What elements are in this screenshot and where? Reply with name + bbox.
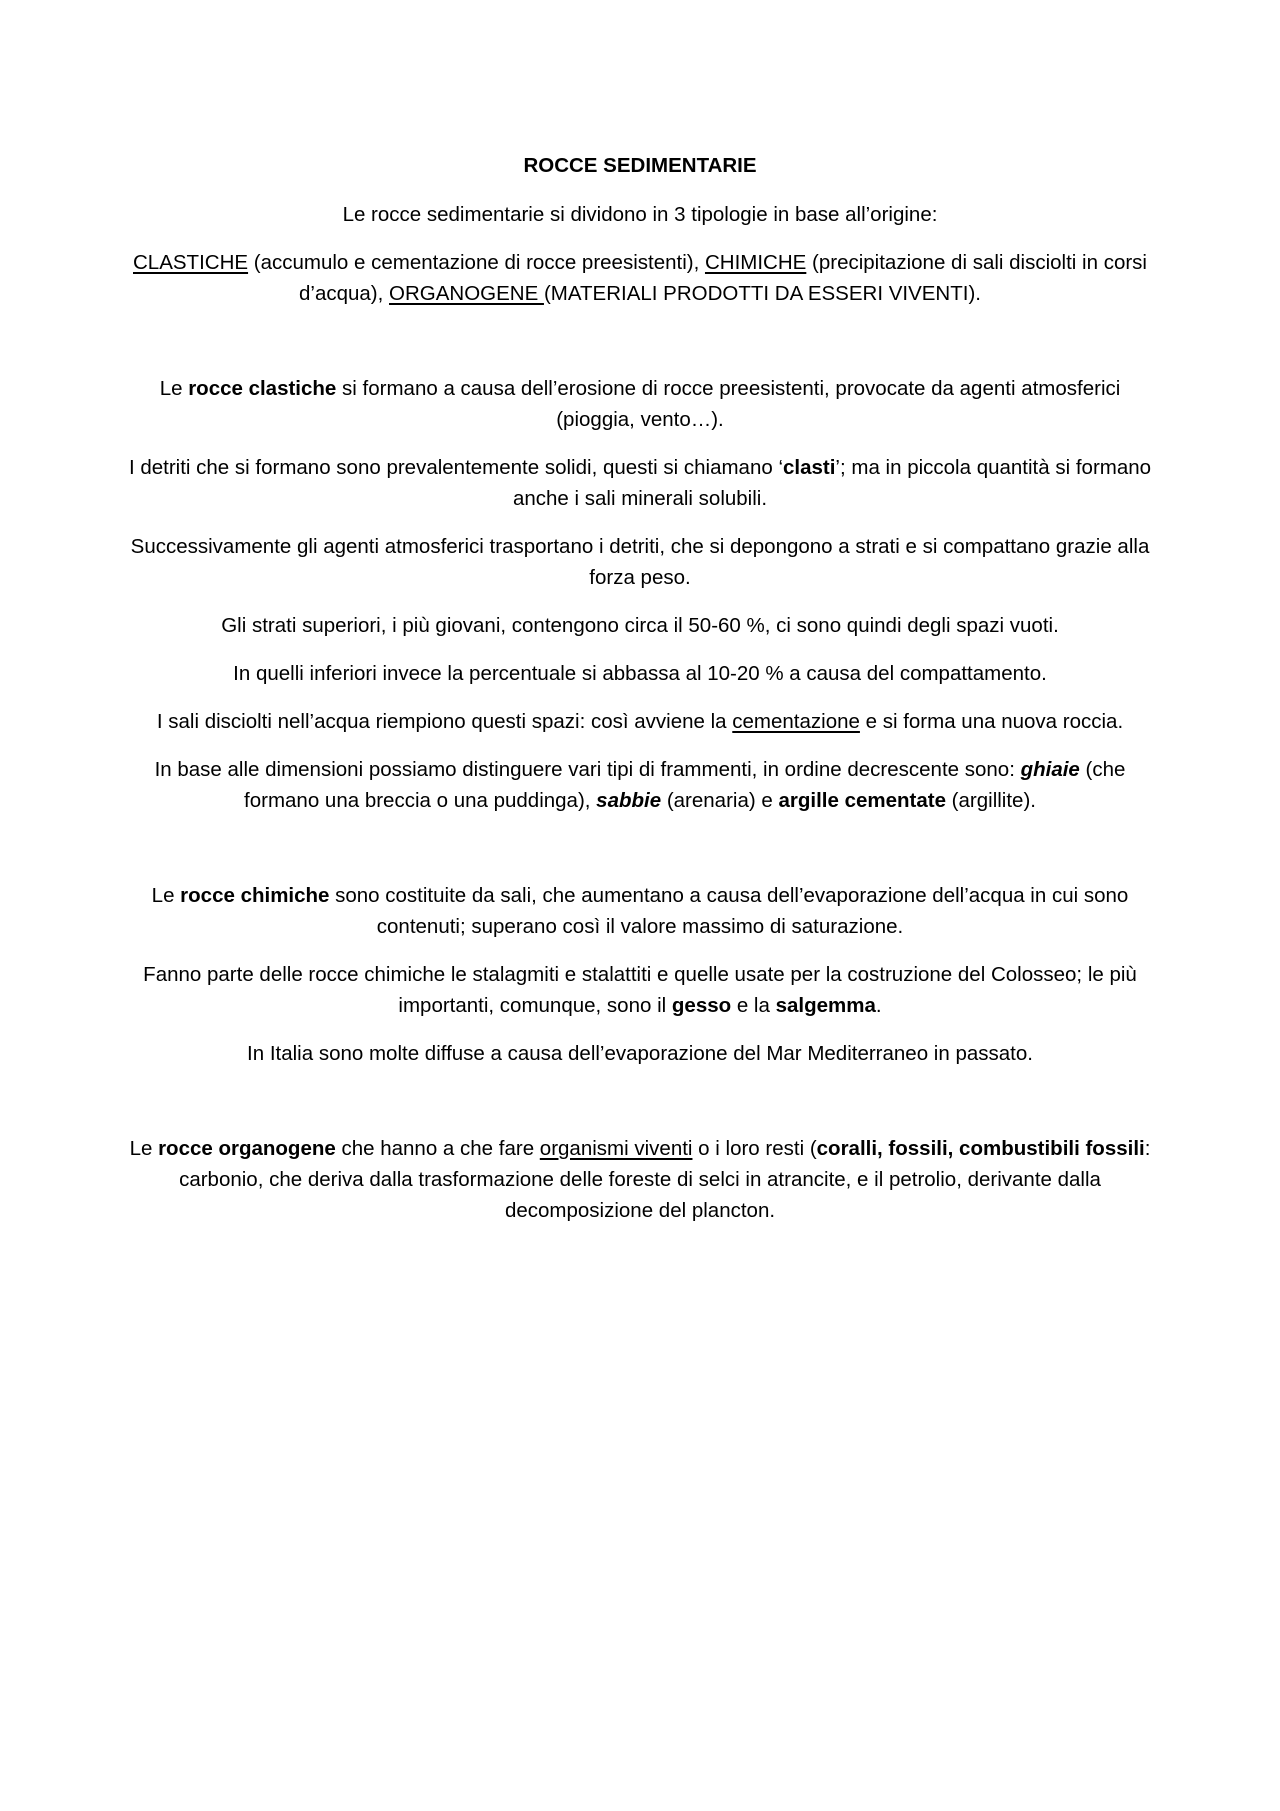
document-page [120, 150, 1160, 1243]
text-run: si formano a causa dell’erosione di rocce preesistenti, provocate da agenti atmosferici (pioggia, vento…). [336, 377, 1121, 431]
term-salgemma: salgemma [775, 994, 876, 1017]
clastic-paragraph-6 [120, 706, 1160, 737]
text-run: (arenaria) e [661, 789, 779, 812]
chemical-paragraph-2 [120, 959, 1160, 1021]
text-run: I detriti che si formano sono prevalentemente solidi, questi si chiamano ‘ [128, 456, 783, 479]
text-run: . [875, 994, 882, 1017]
term-gesso: gesso [671, 994, 732, 1017]
term-sabbie: sabbie [596, 789, 662, 812]
text-run: I sali disciolti nell’acqua riempiono questi spazi: così avviene la [156, 710, 733, 733]
clastic-paragraph-1 [120, 373, 1160, 435]
clastic-paragraph-3: Successivamente gli agenti atmosferici trasportano i detriti, che si depongono a strati e si compattano grazie alla forza peso. [130, 535, 1150, 589]
term-cementazione: cementazione [732, 710, 860, 733]
text-run: Fanno parte delle rocce chimiche le stalagmiti e stalattiti e quelle usate per la costruzione del Colosseo; le più importanti, comunque, sono il [143, 963, 1137, 1017]
text-run: e si forma una nuova roccia. [859, 710, 1124, 733]
type-clastiche-desc: (accumulo e cementazione di rocce preesistenti), [248, 251, 705, 274]
term-fossili: coralli, fossili, combustibili fossili [816, 1137, 1145, 1160]
term-argille-cementate: argille cementate [778, 789, 946, 812]
text-run: : carbonio, che deriva dalla trasformazione delle foreste di selci in atrancite, e il petrolio, derivante dalla decomposizione del plancton. [179, 1137, 1151, 1222]
clastic-paragraph-5: In quelli inferiori invece la percentuale si abbassa al 10-20 % a causa del compattamento. [233, 662, 1047, 685]
document-title: ROCCE SEDIMENTARIE [523, 154, 757, 177]
type-chimiche-desc: (precipitazione di sali disciolti in corsi d’acqua), [299, 251, 1147, 305]
clastic-paragraph-4: Gli strati superiori, i più giovani, contengono circa il 50-60 %, ci sono quindi degli spazi vuoti. [221, 614, 1059, 637]
text-run: Le [159, 377, 189, 400]
clastic-paragraph-2 [120, 452, 1160, 514]
text-run: che hanno a che fare [335, 1137, 540, 1160]
text-run: sono costituite da sali, che aumentano a causa dell’evaporazione dell’acqua in cui sono contenuti; superano così il valore massimo di saturazione. [329, 884, 1129, 938]
text-run: Le [151, 884, 181, 907]
term-rocce-organogene: rocce organogene [158, 1137, 336, 1160]
chemical-paragraph-3: In Italia sono molte diffuse a causa dell’evaporazione del Mar Mediterraneo in passato. [247, 1042, 1033, 1065]
type-organogene-desc: (MATERIALI PRODOTTI DA ESSERI VIVENTI). [543, 282, 981, 305]
text-run: (che formano una breccia o una puddinga), [244, 758, 1126, 812]
text-run: (argillite). [945, 789, 1036, 812]
term-rocce-chimiche: rocce chimiche [180, 884, 330, 907]
text-run: ’; ma in piccola quantità si formano anche i sali minerali solubili. [512, 456, 1152, 510]
type-chimiche: CHIMICHE [704, 251, 807, 274]
text-run: e la [731, 994, 776, 1017]
type-organogene: ORGANOGENE [389, 282, 544, 305]
text-run: Le [129, 1137, 159, 1160]
type-clastiche: CLASTICHE [133, 251, 249, 274]
types-paragraph [120, 247, 1160, 309]
term-rocce-clastiche: rocce clastiche [188, 377, 337, 400]
text-run: In base alle dimensioni possiamo distinguere vari tipi di frammenti, in ordine decrescente sono: [154, 758, 1021, 781]
text-run: o i loro resti ( [692, 1137, 817, 1160]
chemical-paragraph-1 [120, 880, 1160, 942]
clastic-paragraph-7 [120, 754, 1160, 816]
intro-paragraph: Le rocce sedimentarie si dividono in 3 tipologie in base all’origine: [342, 203, 938, 226]
organic-paragraph-1 [120, 1133, 1160, 1226]
term-organismi-viventi: organismi viventi [539, 1137, 693, 1160]
term-clasti: clasti [783, 456, 836, 479]
term-ghiaie: ghiaie [1020, 758, 1080, 781]
